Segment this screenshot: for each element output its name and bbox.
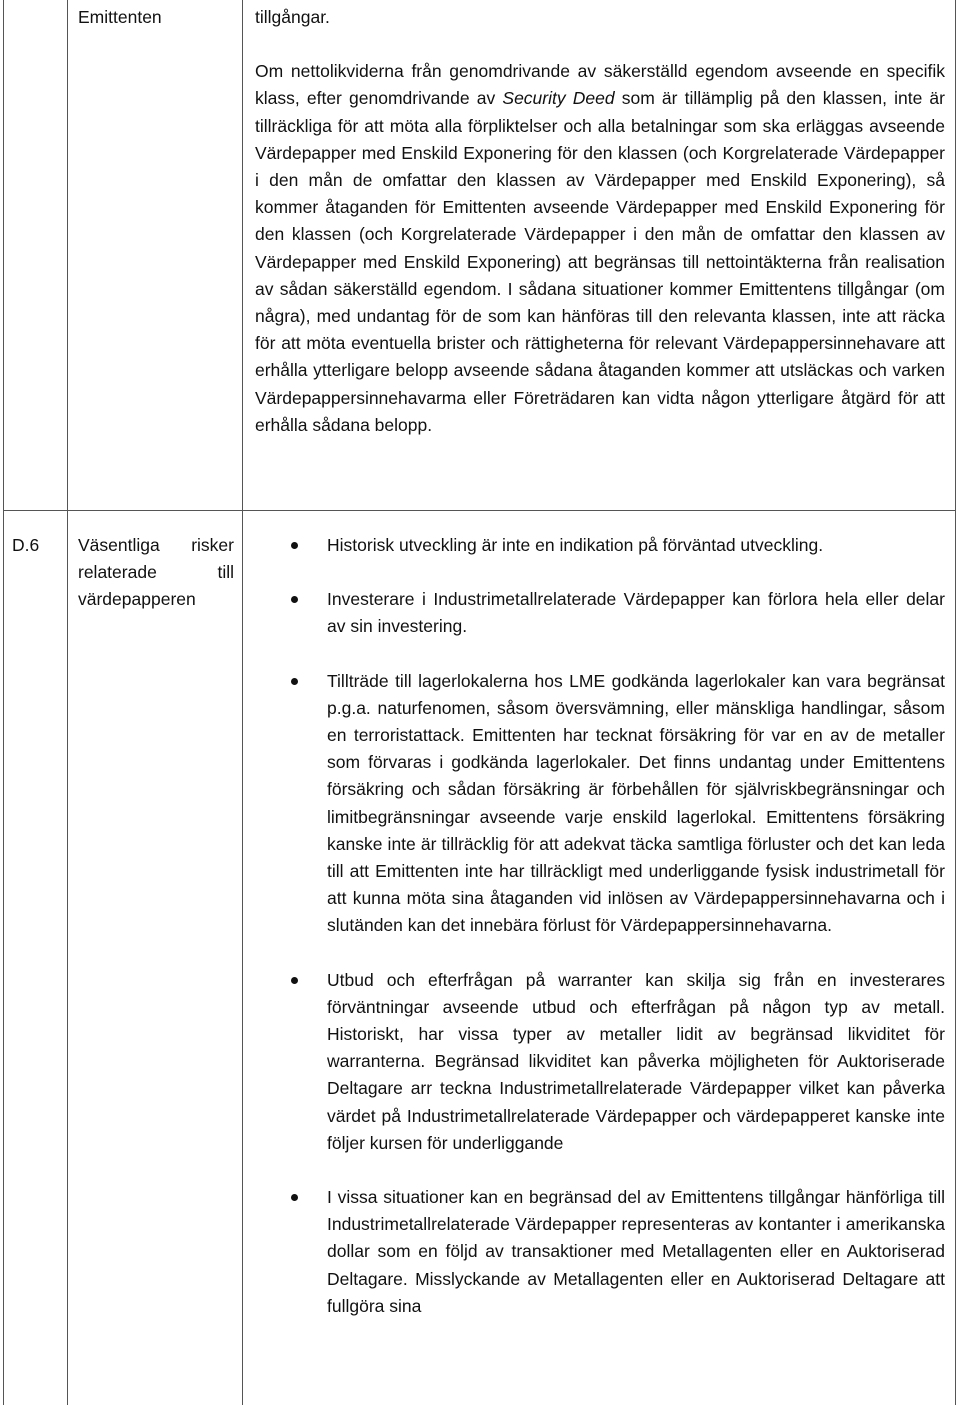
bullet-text: Historisk utveckling är inte en indikation på förväntad utveckling. bbox=[327, 535, 824, 555]
bullet-icon bbox=[291, 596, 298, 603]
bullet-icon bbox=[291, 542, 298, 549]
bullet-icon bbox=[291, 678, 298, 685]
row2-label: Väsentliga risker relaterade till värdepapperen bbox=[78, 535, 234, 610]
risk-bullet-list bbox=[255, 532, 945, 1347]
paragraph-main-before: Om nettolikviderna från genomdrivande av säkerställd egendom avseende en specifik klass, efter genomdrivande av bbox=[255, 61, 945, 109]
bullet-text: I vissa situationer kan en begränsad del av Emittentens tillgångar hänförliga till Industrimetallrelaterade Värdepapper representeras av kontanter i amerikanska dollar som en följd av transaktioner med Metallagenten eller en Auktoriserad Deltagare. Misslyckande av Metallagenten eller en Auktoriserad Deltagare att fullgöra sina bbox=[327, 1187, 945, 1316]
list-item bbox=[255, 1184, 945, 1320]
bullet-text: Tillträde till lagerlokalerna hos LME godkända lagerlokaler kan vara begränsat p.g.a. naturfenomen, såsom översvämning, eller mänskliga handlingar, såsom en terroristattack. Emittenten har tecknat försäkring för var en av de metaller som förvaras i godkända lagerlokaler. Det finns undantag under Emittentens försäkring och sådan försäkring är förbehållen för självriskbegränsningar och limitbegränsningar avseende varje enskild lagerlokal. Emittentens försäkring kanske inte är tillräcklig för att adekvat täcka samtliga förluster och det kan leda till att Emittenten inte har tillräckligt med underliggande fysisk industrimetall för att kunna möta sina åtaganden vid inlösen av Värdepappersinnehavarna och i slutänden kan det innebära förlust för Värdepappersinnehavarna. bbox=[327, 670, 945, 936]
column-divider-2 bbox=[242, 0, 243, 1405]
paragraph-main-italic: Security Deed bbox=[502, 88, 615, 109]
row1-paragraph bbox=[255, 4, 945, 439]
list-item bbox=[255, 586, 945, 640]
list-item bbox=[255, 967, 945, 1157]
table-border-left bbox=[3, 0, 4, 1405]
bullet-text: Investerare i Industrimetallrelaterade Värdepapper kan förlora hela eller delar av sin investering. bbox=[327, 589, 945, 637]
bullet-text: Utbud och efterfrågan på warranter kan skilja sig från en investerares förväntningar avseende utbud och efterfrågan på någon typ av metall. Historiskt, har vissa typer av metaller lidit av begränsad likviditet för warranterna. Begränsad likviditet kan påverka möjligheten för Auktoriserade Deltagare arr teckna Industrimetallrelaterade Värdepapper vilket kan påverka värdet på Industrimetallrelaterade Värdepapper och värdepapperet kanske inte följer kursen för underliggande bbox=[327, 969, 945, 1153]
row2-number: D.6 bbox=[12, 535, 40, 555]
row1-label: Emittenten bbox=[78, 7, 162, 27]
table-border-right bbox=[955, 0, 956, 1405]
column-divider-1 bbox=[67, 0, 68, 1405]
list-item bbox=[255, 668, 945, 940]
list-item bbox=[255, 532, 945, 559]
bullet-icon bbox=[291, 977, 298, 984]
paragraph-start: tillgångar. bbox=[255, 7, 330, 27]
paragraph-main-after: som är tillämplig på den klassen, inte är tillräckliga för att möta alla förpliktelser och alla betalningar som ska erläggas avseende Värdepapper med Enskild Exponering för den klassen (och Korgrelaterade Värdepapper i den mån de omfattar den klassen av Värdepapper med Enskild Exponering), så kommer åtaganden för Emittenten avseende Värdepapper med Enskild Exponering för den klassen (och Korgrelaterade Värdepapper i den mån de omfattar den klassen av Värdepapper med Enskild Exponering) att begränsas till nettointäkterna från realisation av sådan säkerställd egendom. I sådana situationer kommer Emittentens tillgångar (om några), med undantag för de som kan hänföras till den relevanta klassen, inte att räcka för att möta eventuella brister och rättigheterna för relevant Värdepappersinnehavare att erhålla ytterligare belopp avseende sådana åtaganden kommer att utsläckas och varken Värdepappersinnehavarma eller Företrädaren kan vidta någon ytterligare åtgärd för att erhålla sådana belopp. bbox=[255, 88, 945, 435]
row-divider bbox=[3, 510, 956, 511]
bullet-icon bbox=[291, 1194, 298, 1201]
